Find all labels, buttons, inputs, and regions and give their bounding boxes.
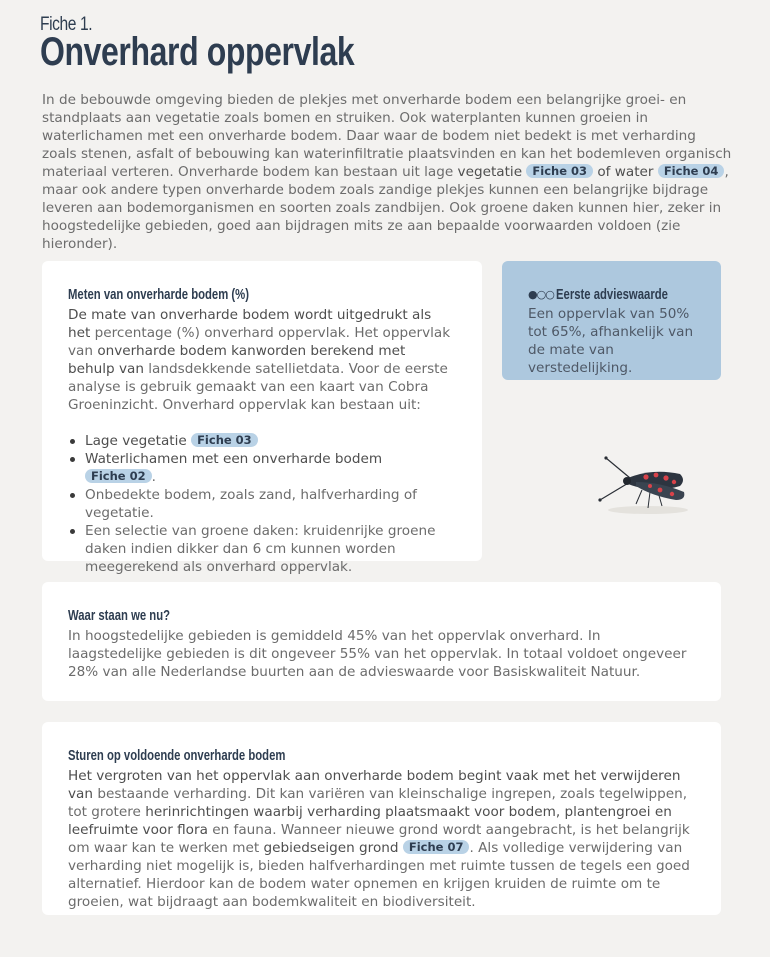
sturen-text-b: en fauna. Wanneer nieuwe grond wordt aangebracht, is het belangrijk om waar kan te werken met: [68, 822, 690, 856]
intro-text-rest: , maar ook andere typen onverharde bodem zoals zandige plekjes kunnen een belangrijke bijdrage leveren aan bodemorganismen en soorten zoals zandbijen. Ook groene daken kunnen hier, zeker in hoogstedelijke gebieden, goed aan bijdragen mits ze aan bepaalde voorwaarden voldoen (zie hieronder).: [42, 164, 729, 252]
meten-text-b: landsdekkende satellietdata. Voor de eerste analyse is gebruik gemaakt van een kaart van Cobra Groeninzicht. Onverhard oppervlak kan bestaan uit:: [68, 361, 448, 413]
meten-text-a: percentage (%) onverhard oppervlak. Het oppervlak van: [68, 325, 451, 359]
fiche-03-tag[interactable]: Fiche 03: [526, 164, 593, 178]
list-item-text: Lage vegetatie: [85, 433, 187, 449]
intro-term-water: of water: [597, 164, 654, 180]
rating-dots-icon: ●○○: [528, 288, 554, 301]
list-item-punct: .: [151, 469, 156, 485]
fiche-04-tag[interactable]: Fiche 04: [658, 164, 725, 178]
page-title: Onverhard oppervlak: [40, 30, 355, 74]
waar-title: Waar staan we nu?: [68, 608, 171, 624]
list-item: [68, 450, 452, 486]
waar-text: In hoogstedelijke gebieden is gemiddeld 45% van het oppervlak onverhard. In laagstedelijke gebieden is dit ongeveer 55% van het oppervlak. In totaal voldoet ongeveer 28% van alle Nederlandse buurten aan de advieswaarde voor Basiskwaliteit Natuur.: [68, 628, 687, 680]
list-item: [68, 432, 452, 450]
sturen-card: [42, 722, 721, 915]
meten-card: [42, 261, 482, 575]
intro-paragraph: [42, 91, 732, 253]
meten-text-strong-2: onverharde bodem kanworden berekend met behulp van: [68, 343, 406, 377]
meten-text-strong: De mate van onverharde bodem wordt uitgedrukt als het: [68, 307, 432, 341]
fiche-02-tag[interactable]: Fiche 02: [85, 469, 152, 483]
advieswaarde-title: Eerste advieswaarde: [555, 286, 668, 303]
sturen-title: Sturen op voldoende onverharde bodem: [68, 748, 286, 764]
sturen-text-a: bestaande verharding. Dit kan variëren van kleinschalige ingrepen, zoals tegelwippen, tot grotere: [68, 786, 688, 820]
sturen-text-c: . Als volledige verwijdering van verharding niet mogelijk is, bieden halfverhardingen met ruimte tussen de tegels een goed alternatief. Hierdoor kan de bodem water opnemen en krijgen kruiden de ruimte om te groeien, wat bijdraagt aan bodemkwaliteit en biodiversiteit.: [68, 840, 690, 910]
meten-list: [68, 432, 452, 576]
sturen-text: [68, 767, 701, 911]
list-item-text: Onbedekte bodem, zoals zand, halfverharding of vegetatie.: [85, 487, 417, 521]
advieswaarde-text: Een oppervlak van 50% tot 65%, afhankelijk van de mate van verstedelijking.: [528, 306, 694, 376]
list-item-text: Waterlichamen met een onverharde bodem: [85, 451, 383, 467]
fiche-07-tag[interactable]: Fiche 07: [403, 840, 470, 854]
sturen-text-strong-2: herinrichtingen waarbij verharding plaatsmaakt voor bodem, plantengroei en leefruimte voor flora: [68, 804, 672, 838]
fiche-03-tag[interactable]: Fiche 03: [191, 433, 258, 447]
meten-title: Meten van onverharde bodem (%): [68, 287, 249, 303]
list-item-text: Een selectie van groene daken: kruidenrijke groene daken indien dikker dan 6 cm kunnen worden meegerekend als onverhard oppervlak.: [85, 523, 436, 575]
fiche-number: Fiche 1.: [40, 14, 93, 35]
advieswaarde-box: [502, 261, 721, 380]
meten-text: [68, 306, 452, 414]
list-item: [68, 486, 452, 522]
intro-text: In de bebouwde omgeving bieden de plekjes met onverharde bodem een belangrijke groei- en standplaats aan vegetatie zoals bomen en struiken. Ook waterplanten kunnen groeien in waterlichamen met een onverharde bodem. Daar waar de bodem niet bedekt is met verharding zoals stenen, asfalt of bebouwing kan waterinfiltratie plaatsvinden en kan het bodemleven organisch materiaal verteren. Onverharde bodem kan bestaan uit lage: [42, 92, 732, 180]
intro-term-vegetatie: vegetatie: [457, 164, 523, 180]
moth-icon: [596, 448, 692, 522]
sturen-text-strong-3: gebiedseigen grond: [263, 840, 399, 856]
sturen-text-strong: Het vergroten van het oppervlak aan onverharde bodem begint vaak met het verwijderen van: [68, 768, 681, 802]
list-item: [68, 522, 452, 576]
waar-staan-we-card: [42, 582, 721, 701]
